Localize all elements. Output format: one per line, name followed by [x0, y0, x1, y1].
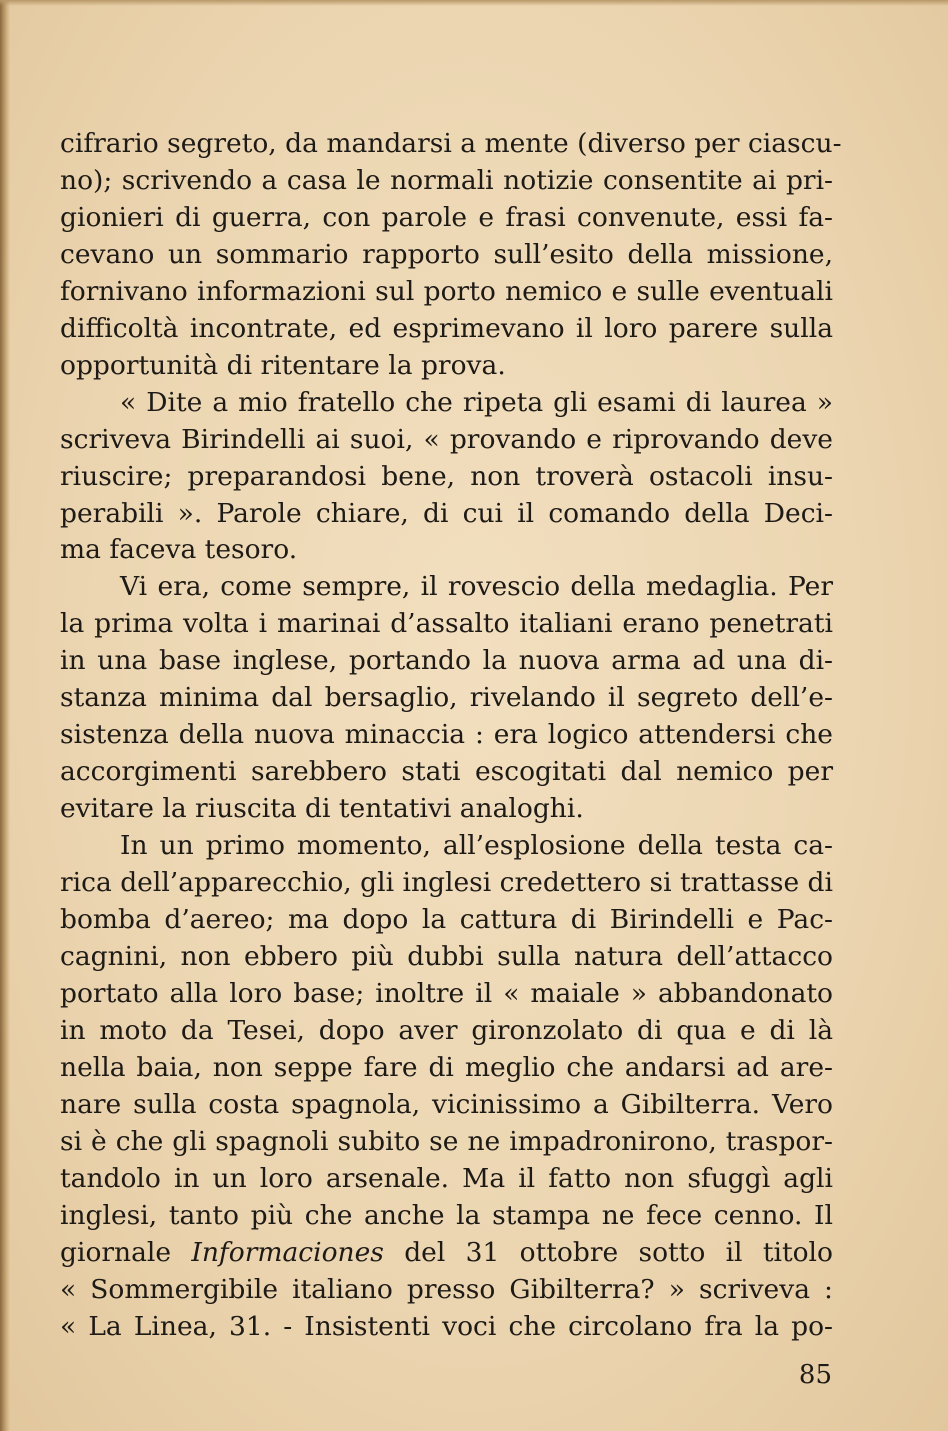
- text-line: scriveva Birindelli ai suoi, « provando e riprovando deve: [60, 423, 833, 455]
- text-line: opportunità di ritentare la prova.: [60, 349, 506, 381]
- text-line: ma faceva tesoro.: [60, 534, 298, 566]
- text-line: accorgimenti sarebbero stati escogitati dal nemico per: [60, 756, 833, 788]
- text-line: In un primo momento, all’esplosione della testa ca-: [120, 830, 833, 862]
- text-line: « Dite a mio fratello che ripeta gli esami di laurea »: [120, 386, 833, 418]
- page-number: 85: [798, 1360, 832, 1390]
- text-line: tandolo in un loro arsenale. Ma il fatto non sfuggì agli: [60, 1162, 833, 1194]
- text-line: cifrario segreto, da mandarsi a mente (diverso per ciascu-: [60, 128, 842, 159]
- text-line: fornivano informazioni sul porto nemico e sulle eventuali: [60, 275, 833, 307]
- text-line: « Sommergibile italiano presso Gibilterra? » scriveva :: [60, 1273, 833, 1305]
- text-line: portato alla loro base; inoltre il « maiale » abbandonato: [60, 977, 833, 1009]
- text-line: cagnini, non ebbero più dubbi sulla natura dell’attacco: [60, 940, 833, 972]
- text-line: in moto da Tesei, dopo aver gironzolato di qua e di là: [60, 1014, 833, 1046]
- text-line: evitare la riuscita di tentativi analoghi.: [60, 793, 584, 825]
- body-text: [60, 126, 842, 1345]
- text-line: gionieri di guerra, con parole e frasi convenute, essi fa-: [60, 201, 833, 233]
- text-line: inglesi, tanto più che anche la stampa ne fece cenno. Il: [60, 1199, 833, 1231]
- text-line: la prima volta i marinai d’assalto italiani erano penetrati: [60, 608, 833, 640]
- text-line: no); scrivendo a casa le normali notizie consentite ai pri-: [60, 164, 833, 196]
- text-line: stanza minima dal bersaglio, rivelando il segreto dell’e-: [60, 682, 833, 714]
- text-line: nella baia, non seppe fare di meglio che andarsi ad are-: [60, 1051, 833, 1083]
- text-line: giornale Informaciones del 31 ottobre sotto il titolo: [60, 1236, 833, 1268]
- text-line: difficoltà incontrate, ed esprimevano il loro parere sulla: [60, 312, 833, 344]
- text-line: « La Linea, 31. - Insistenti voci che circolano fra la po-: [60, 1310, 833, 1342]
- text-line: nare sulla costa spagnola, vicinissimo a Gibilterra. Vero: [60, 1088, 833, 1120]
- text-line: rica dell’apparecchio, gli inglesi credettero si trattasse di: [60, 867, 833, 899]
- text-line: sistenza della nuova minaccia : era logico attendersi che: [60, 719, 833, 751]
- text-line: riuscire; preparandosi bene, non troverà ostacoli insu-: [60, 460, 833, 492]
- text-line: si è che gli spagnoli subito se ne impadronirono, traspor-: [60, 1125, 833, 1157]
- text-line: in una base inglese, portando la nuova arma ad una di-: [60, 645, 833, 677]
- text-line: Vi era, come sempre, il rovescio della medaglia. Per: [120, 571, 833, 603]
- text-line: cevano un sommario rapporto sull’esito della missione,: [60, 238, 833, 270]
- text-line: bomba d’aereo; ma dopo la cattura di Birindelli e Pac-: [60, 904, 833, 936]
- text-line: perabili ». Parole chiare, di cui il comando della Deci-: [60, 497, 833, 529]
